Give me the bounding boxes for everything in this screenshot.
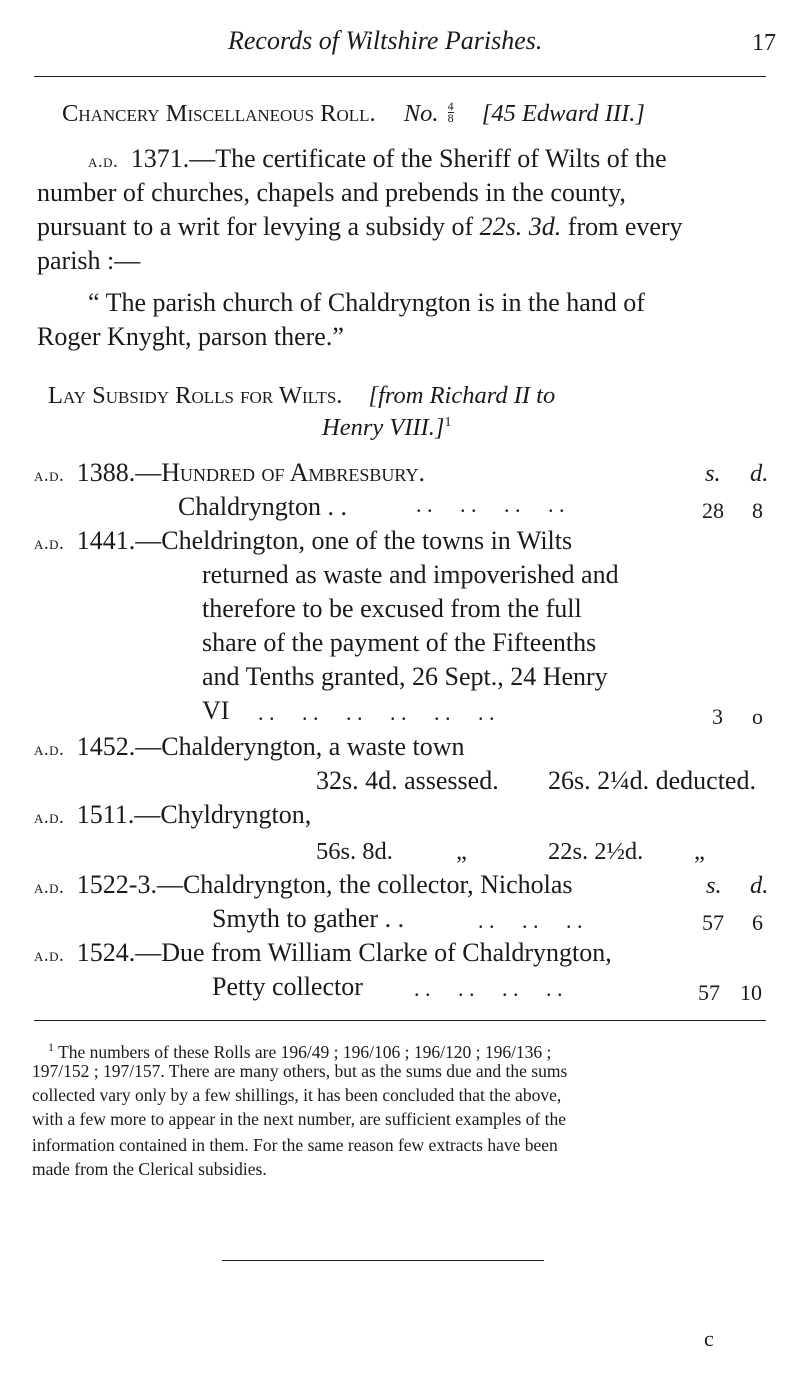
entry-1441-line-1	[34, 526, 572, 556]
lay-subsidy-range-1: [from Richard II to	[368, 382, 556, 409]
lay-subsidy-range-2: Henry VIII.]	[322, 414, 445, 441]
ad-label: a.d.	[34, 877, 65, 898]
entry-text: —Chyldryngton,	[134, 800, 312, 829]
entry-1441-shillings: 3	[712, 704, 723, 729]
entry-text: —Due from William Clarke of Chaldryngton,	[135, 938, 612, 967]
quote-line-1: “ The parish church of Chaldryngton is in the hand of	[88, 288, 645, 317]
entry-1524-line-2: Petty collector	[212, 972, 363, 1001]
chancery-line-4: parish :—	[37, 246, 141, 275]
entry-1511-deducted: 22s. 2½d.	[548, 838, 644, 865]
entry-1388-pence: 8	[752, 498, 763, 523]
footnote-rule	[34, 1020, 766, 1021]
end-rule	[222, 1260, 544, 1261]
entry-year: 1522-3.	[76, 870, 157, 899]
chancery-line-3-b: from every	[567, 212, 683, 241]
chancery-heading-no: No.	[403, 100, 439, 127]
chancery-heading-name: Chancery Miscellaneous Roll.	[62, 100, 376, 127]
subsidy-amount: 22s. 3d.	[479, 212, 562, 241]
footnote-line-6: made from the Clerical subsidies.	[32, 1159, 267, 1179]
entry-1524-pence: 10	[740, 980, 762, 1005]
entry-1441-line-4: share of the payment of the Fifteenths	[202, 628, 597, 657]
entry-1452-assessed: 32s. 4d. assessed.	[316, 766, 499, 795]
entry-1441-line-6: VI	[202, 696, 230, 725]
lay-subsidy-heading-2	[322, 414, 451, 442]
entry-1388-shillings: 28	[702, 498, 724, 523]
lay-subsidy-heading	[48, 382, 555, 410]
entry-1524-dots: . . . . . . . .	[414, 976, 563, 1001]
entry-1388-line-1	[34, 458, 425, 488]
entry-1522-shillings: 57	[702, 910, 724, 935]
entry-1441-line-5: and Tenths granted, 26 Sept., 24 Henry	[202, 662, 608, 691]
ad-label: a.d.	[88, 151, 119, 172]
chancery-line-3-a: pursuant to a writ for levying a subsidy of	[37, 212, 474, 241]
entry-1524-shillings: 57	[698, 980, 720, 1005]
entry-1522-dots: . . . . . .	[478, 908, 583, 933]
entry-text: —Chaldryngton, the collector, Nicholas	[156, 870, 573, 899]
ad-label: a.d.	[34, 807, 65, 828]
entry-1511-line-1	[34, 800, 311, 830]
chancery-heading-fraction	[447, 98, 454, 125]
quote-line-2: Roger Knyght, parson there.”	[37, 322, 344, 351]
header-rule	[34, 76, 766, 77]
chancery-line-1	[88, 144, 667, 174]
entry-year: 1388.	[76, 458, 136, 487]
chancery-heading	[62, 100, 645, 128]
lay-subsidy-heading-name: Lay Subsidy Rolls for Wilts.	[48, 382, 343, 409]
footnote-line-2: 197/152 ; 197/157. There are many others, but as the sums due and the sums	[32, 1061, 568, 1081]
entry-1441-line-3: therefore to be excused from the full	[202, 594, 582, 623]
entry-1522-line-2: Smyth to gather . .	[212, 904, 405, 933]
entry-year: 1452.	[76, 732, 136, 761]
entry-1388-line-2: Chaldryngton . .	[178, 492, 347, 521]
entry-1388-dots: . . . . . . . .	[416, 492, 565, 517]
entry-1452-line-1	[34, 732, 465, 762]
entry-text: —Chalderyngton, a waste town	[135, 732, 465, 761]
entry-year: 1441.	[76, 526, 136, 555]
footnote-text: The numbers of these Rolls are 196/49 ; 196/106 ; 196/120 ; 196/136 ;	[58, 1041, 552, 1062]
entry-1441-dots: . . . . . . . . . . . .	[258, 700, 495, 725]
page-number: 17	[752, 30, 776, 56]
column-head-s-2: s.	[706, 872, 722, 899]
column-head-d: d.	[750, 460, 769, 487]
entry-text: —Hundred of Ambresbury.	[135, 458, 425, 487]
footnote-line-5: information contained in them. For the same reason few extracts have been	[32, 1135, 558, 1155]
entry-1524-line-1	[34, 938, 612, 968]
entry-1511-ditto-1: „	[456, 838, 467, 865]
chancery-line-3	[37, 212, 683, 242]
entry-1441-line-2: returned as waste and impoverished and	[202, 560, 619, 589]
ad-label: a.d.	[34, 739, 65, 760]
entry-1522-line-1	[34, 870, 573, 900]
fraction-numerator: 4	[447, 98, 454, 113]
entry-year: 1524.	[76, 938, 136, 967]
ad-label: a.d.	[34, 945, 65, 966]
chancery-line-1-text: —The certificate of the Sheriff of Wilts of the	[189, 144, 667, 173]
entry-1441-pence: o	[752, 704, 763, 729]
footnote-line-3: collected vary only by a few shillings, it has been concluded that the above,	[32, 1085, 562, 1105]
entry-1511-assessed: 56s. 8d.	[316, 838, 393, 865]
column-head-d-2: d.	[750, 872, 769, 899]
signature-mark: c	[704, 1326, 714, 1351]
footnote-number: 1	[48, 1040, 54, 1054]
column-head-s: s.	[705, 460, 721, 487]
running-title: Records of Wiltshire Parishes.	[228, 26, 543, 55]
footnote-mark: 1	[444, 414, 452, 430]
footnote-line-4: with a few more to appear in the next number, are sufficient examples of the	[32, 1109, 566, 1129]
entry-1452-deducted: 26s. 2¼d. deducted.	[548, 766, 756, 795]
entry-text: —Cheldrington, one of the towns in Wilts	[135, 526, 573, 555]
chancery-heading-reign: [45 Edward III.]	[481, 100, 645, 127]
entry-1522-pence: 6	[752, 910, 763, 935]
entry-year: 1511.	[76, 800, 135, 829]
ad-label: a.d.	[34, 465, 65, 486]
entry-1511-ditto-2: „	[694, 838, 705, 865]
fraction-denominator: 8	[447, 110, 454, 125]
chancery-year: 1371.	[130, 144, 190, 173]
footnote-line-1	[48, 1036, 551, 1063]
chancery-line-2: number of churches, chapels and prebends in the county,	[37, 178, 626, 207]
ad-label: a.d.	[34, 533, 65, 554]
